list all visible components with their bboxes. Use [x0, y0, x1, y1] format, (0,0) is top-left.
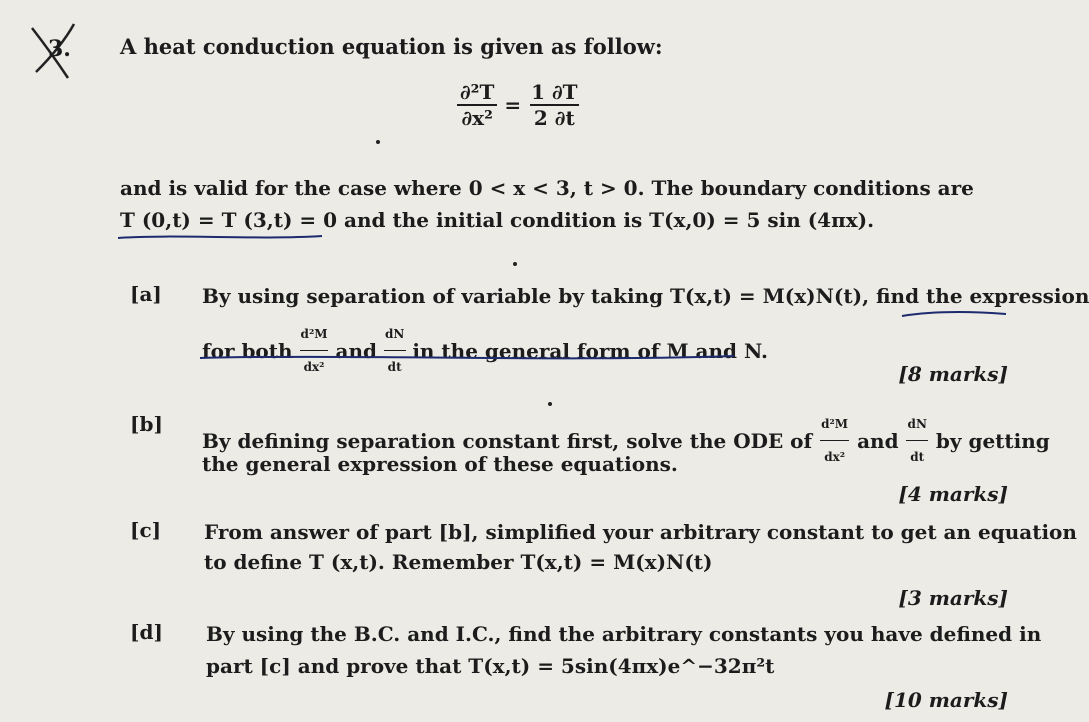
- frac-numerator: dN: [907, 417, 927, 431]
- part-c-label: [c]: [130, 518, 162, 542]
- part-a-text-mid: and: [335, 338, 377, 363]
- rhs-fraction: [527, 80, 581, 130]
- part-b-text-mid: and: [857, 428, 899, 453]
- condition-line-1: and is valid for the case where 0 < x < 3, t > 0. The boundary conditions are: [120, 176, 974, 200]
- equals-sign: =: [504, 93, 522, 117]
- part-b-frac-dn: [904, 408, 931, 473]
- question-number: 3.: [48, 36, 71, 62]
- rhs-denominator: 2 ∂t: [530, 104, 579, 130]
- part-a-label: [a]: [130, 282, 162, 306]
- frac-denominator: dt: [906, 440, 928, 473]
- question-intro: A heat conduction equation is given as follow:: [120, 34, 663, 59]
- part-a-text-pre: for both: [202, 338, 293, 363]
- part-d-marks: [10 marks]: [884, 688, 1008, 712]
- handwritten-underline-part-a: [198, 350, 738, 364]
- ink-dot: [548, 402, 552, 406]
- part-b-line-2: the general expression of these equations.: [202, 452, 678, 476]
- part-d-label: [d]: [130, 620, 163, 644]
- lhs-fraction: [456, 80, 498, 130]
- lhs-denominator: ∂x²: [457, 104, 496, 130]
- part-b-text-pre: By defining separation constant first, solve the ODE of: [202, 428, 813, 453]
- part-b-marks: [4 marks]: [898, 482, 1008, 506]
- frac-denominator: dx²: [820, 440, 849, 473]
- ink-dot: [376, 140, 380, 144]
- part-d-line-2: part [c] and prove that T(x,t) = 5sin(4πx)e^−32π²t: [206, 654, 775, 678]
- condition-line-2: T (0,t) = T (3,t) = 0 and the initial condition is T(x,0) = 5 sin (4πx).: [120, 208, 875, 232]
- part-c-marks: [3 marks]: [898, 586, 1008, 610]
- frac-denominator: dt: [384, 350, 406, 383]
- part-a-marks: [8 marks]: [898, 362, 1008, 386]
- frac-denominator: dx²: [300, 350, 329, 383]
- handwritten-underline-bc: [116, 232, 326, 242]
- part-b-label: [b]: [130, 412, 163, 436]
- part-c-line-1: From answer of part [b], simplified your arbitrary constant to get an equation: [204, 520, 1077, 544]
- frac-numerator: d²M: [300, 327, 328, 341]
- part-a-line-1: By using separation of variable by taking T(x,t) = M(x)N(t), find the expression: [202, 284, 1089, 308]
- handwritten-underline-expression: [900, 308, 1010, 320]
- part-c-line-2: to define T (x,t). Remember T(x,t) = M(x)N(t): [204, 550, 713, 574]
- rhs-numerator: 1 ∂T: [531, 80, 578, 104]
- frac-numerator: d²M: [821, 417, 849, 431]
- part-a-text-post: in the general form of M and N.: [412, 338, 768, 363]
- lhs-numerator: ∂²T: [460, 80, 495, 104]
- ink-dot: [513, 262, 517, 266]
- part-b-text-post: by getting: [935, 428, 1050, 453]
- part-d-line-1: By using the B.C. and I.C., find the arbitrary constants you have defined in: [206, 622, 1042, 646]
- heat-equation: [456, 80, 582, 130]
- part-b-frac-d2m: [817, 408, 852, 473]
- frac-numerator: dN: [384, 327, 405, 341]
